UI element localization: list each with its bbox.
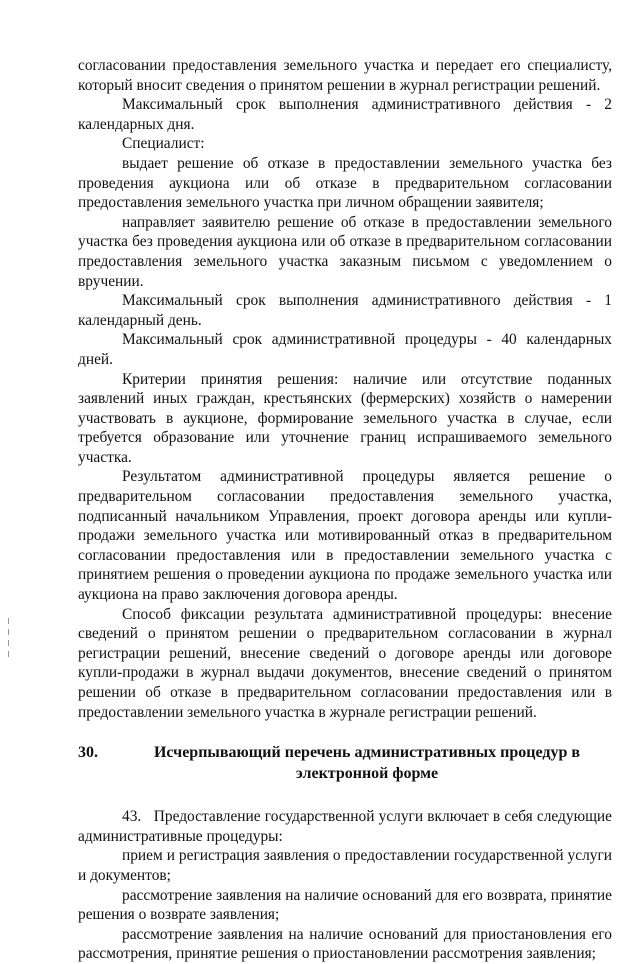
scan-margin-marks	[8, 618, 10, 662]
body-text-bottom	[78, 807, 612, 964]
paragraph: выдает решение об отказе в предоставлении земельного участка без проведения аукциона или об отказе в предварительном согласовании предоставления земельного участка при личном обращении заявителя;	[78, 154, 612, 212]
paragraph: направляет заявителю решение об отказе в предоставлении земельного участка без проведения аукциона или об отказе в предварительном согласовании предоставления земельного участка заказным письмом с уведомлением о вручении.	[78, 213, 612, 290]
paragraph: Максимальный срок административной процедуры - 40 календарных дней.	[78, 331, 612, 368]
section-number: 30.	[78, 744, 98, 762]
section-title: Исчерпывающий перечень административных процедур в электронной форме	[153, 744, 581, 783]
paragraph: Специалист:	[122, 135, 205, 153]
paragraph: Результатом административной процедуры является решение о предварительном согласовании предоставления земельного участка, подписанный начальником Управления, проект договора аренды или купли-продажи земельного участка или мотивированный отказ в предварительном согласовании предоставления или в предоставлении земельного участка с принятием решения о проведении аукциона по продаже земельного участка или аукциона на право заключения договора аренды.	[78, 468, 612, 604]
body-text-top	[78, 56, 612, 722]
paragraph: Максимальный срок выполнения административного действия - 2 календарных дня.	[78, 96, 612, 133]
paragraph: согласовании предоставления земельного участка и передает его специалисту, который вносит сведения о принятом решении в журнал регистрации решений.	[78, 57, 612, 94]
paragraph: Максимальный срок выполнения административного действия - 1 календарный день.	[78, 292, 612, 329]
paragraph: Критерии принятия решения: наличие или отсутствие поданных заявлений иных граждан, крестьянских (фермерских) хозяйств о намерении участвовать в аукционе, формирование земельного участка в случае, если требуется образование или уточнение границ испрашиваемого земельного участка.	[78, 370, 612, 466]
paragraph: прием и регистрация заявления о предоставлении государственной услуги и документов;	[78, 847, 612, 884]
paragraph: рассмотрение заявления на наличие оснований для приостановления его рассмотрения, принятие решения о приостановлении рассмотрения заявления;	[78, 925, 612, 963]
paragraph: рассмотрение заявления на наличие оснований для его возврата, принятие решения о возврате заявления;	[78, 886, 612, 924]
paragraph: 43. Предоставление государственной услуги включает в себя следующие административные процедуры:	[78, 808, 612, 845]
section-heading	[78, 742, 612, 784]
paragraph: Способ фиксации результата административной процедуры: внесение сведений о принятом решении о предварительном согласовании в журнал регистрации решений, внесение сведений о договоре аренды или договоре купли-продажи в журнал выдачи документов, внесение сведений о принятом решении об отказе в предварительном согласовании предоставления или в предоставлении земельного участка в журнале регистрации решений.	[78, 605, 612, 721]
